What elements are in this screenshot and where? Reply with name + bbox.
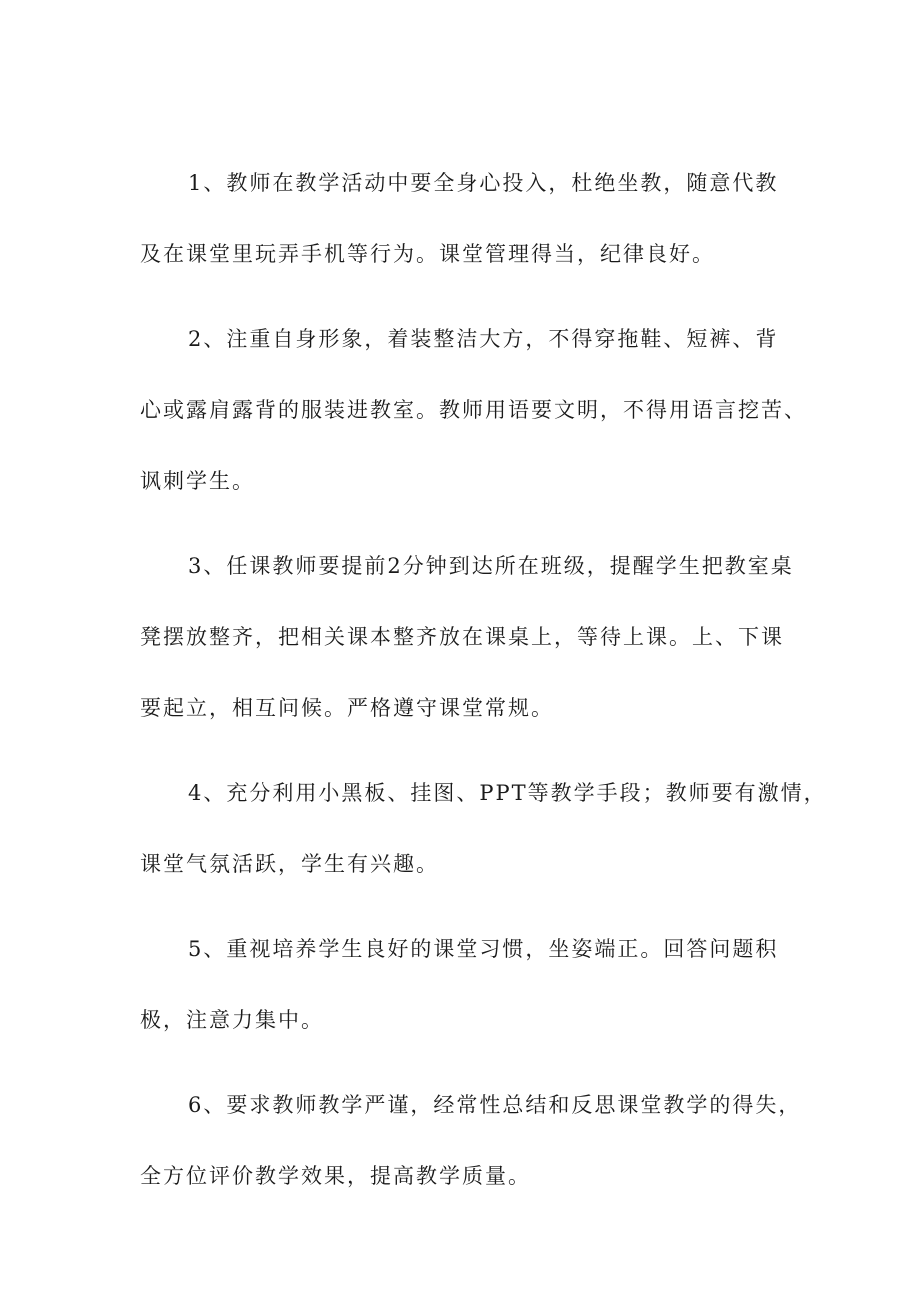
paragraph-line: 极，注意力集中。 [140, 1008, 324, 1032]
paragraph-line: 6、要求教师教学严谨，经常性总结和反思课堂教学的得失， [188, 1093, 802, 1117]
paragraph-line: 心或露肩露背的服装进教室。教师用语要文明，不得用语言挖苦、 [140, 398, 807, 422]
document-body [140, 148, 827, 1226]
paragraph-line: 及在课堂里玩弄手机等行为。课堂管理得当，纪律良好。 [140, 242, 715, 266]
paragraph-line: 全方位评价教学效果，提高教学质量。 [140, 1164, 531, 1188]
paragraph-4 [140, 758, 827, 900]
paragraph-line: 凳摆放整齐，把相关课本整齐放在课桌上，等待上课。上、下课 [140, 625, 784, 649]
paragraph-line: 讽刺学生。 [140, 469, 255, 493]
paragraph-line: 2、注重自身形象，着装整洁大方，不得穿拖鞋、短裤、背 [188, 327, 779, 351]
paragraph-2 [140, 304, 807, 517]
paragraph-line: 4、充分利用小黑板、挂图、PPT等教学手段；教师要有激情， [188, 781, 827, 805]
paragraph-5 [140, 914, 780, 1056]
paragraph-line: 课堂气氛活跃，学生有兴趣。 [140, 852, 439, 876]
paragraph-1 [140, 148, 780, 290]
paragraph-3 [140, 531, 794, 744]
paragraph-6 [140, 1070, 802, 1212]
paragraph-line: 1、教师在教学活动中要全身心投入，杜绝坐教，随意代教 [188, 171, 779, 195]
paragraph-line: 要起立，相互问候。严格遵守课堂常规。 [140, 696, 554, 720]
paragraph-line: 5、重视培养学生良好的课堂习惯，坐姿端正。回答问题积 [188, 937, 779, 961]
paragraph-line: 3、任课教师要提前2分钟到达所在班级，提醒学生把教室桌 [188, 554, 794, 578]
